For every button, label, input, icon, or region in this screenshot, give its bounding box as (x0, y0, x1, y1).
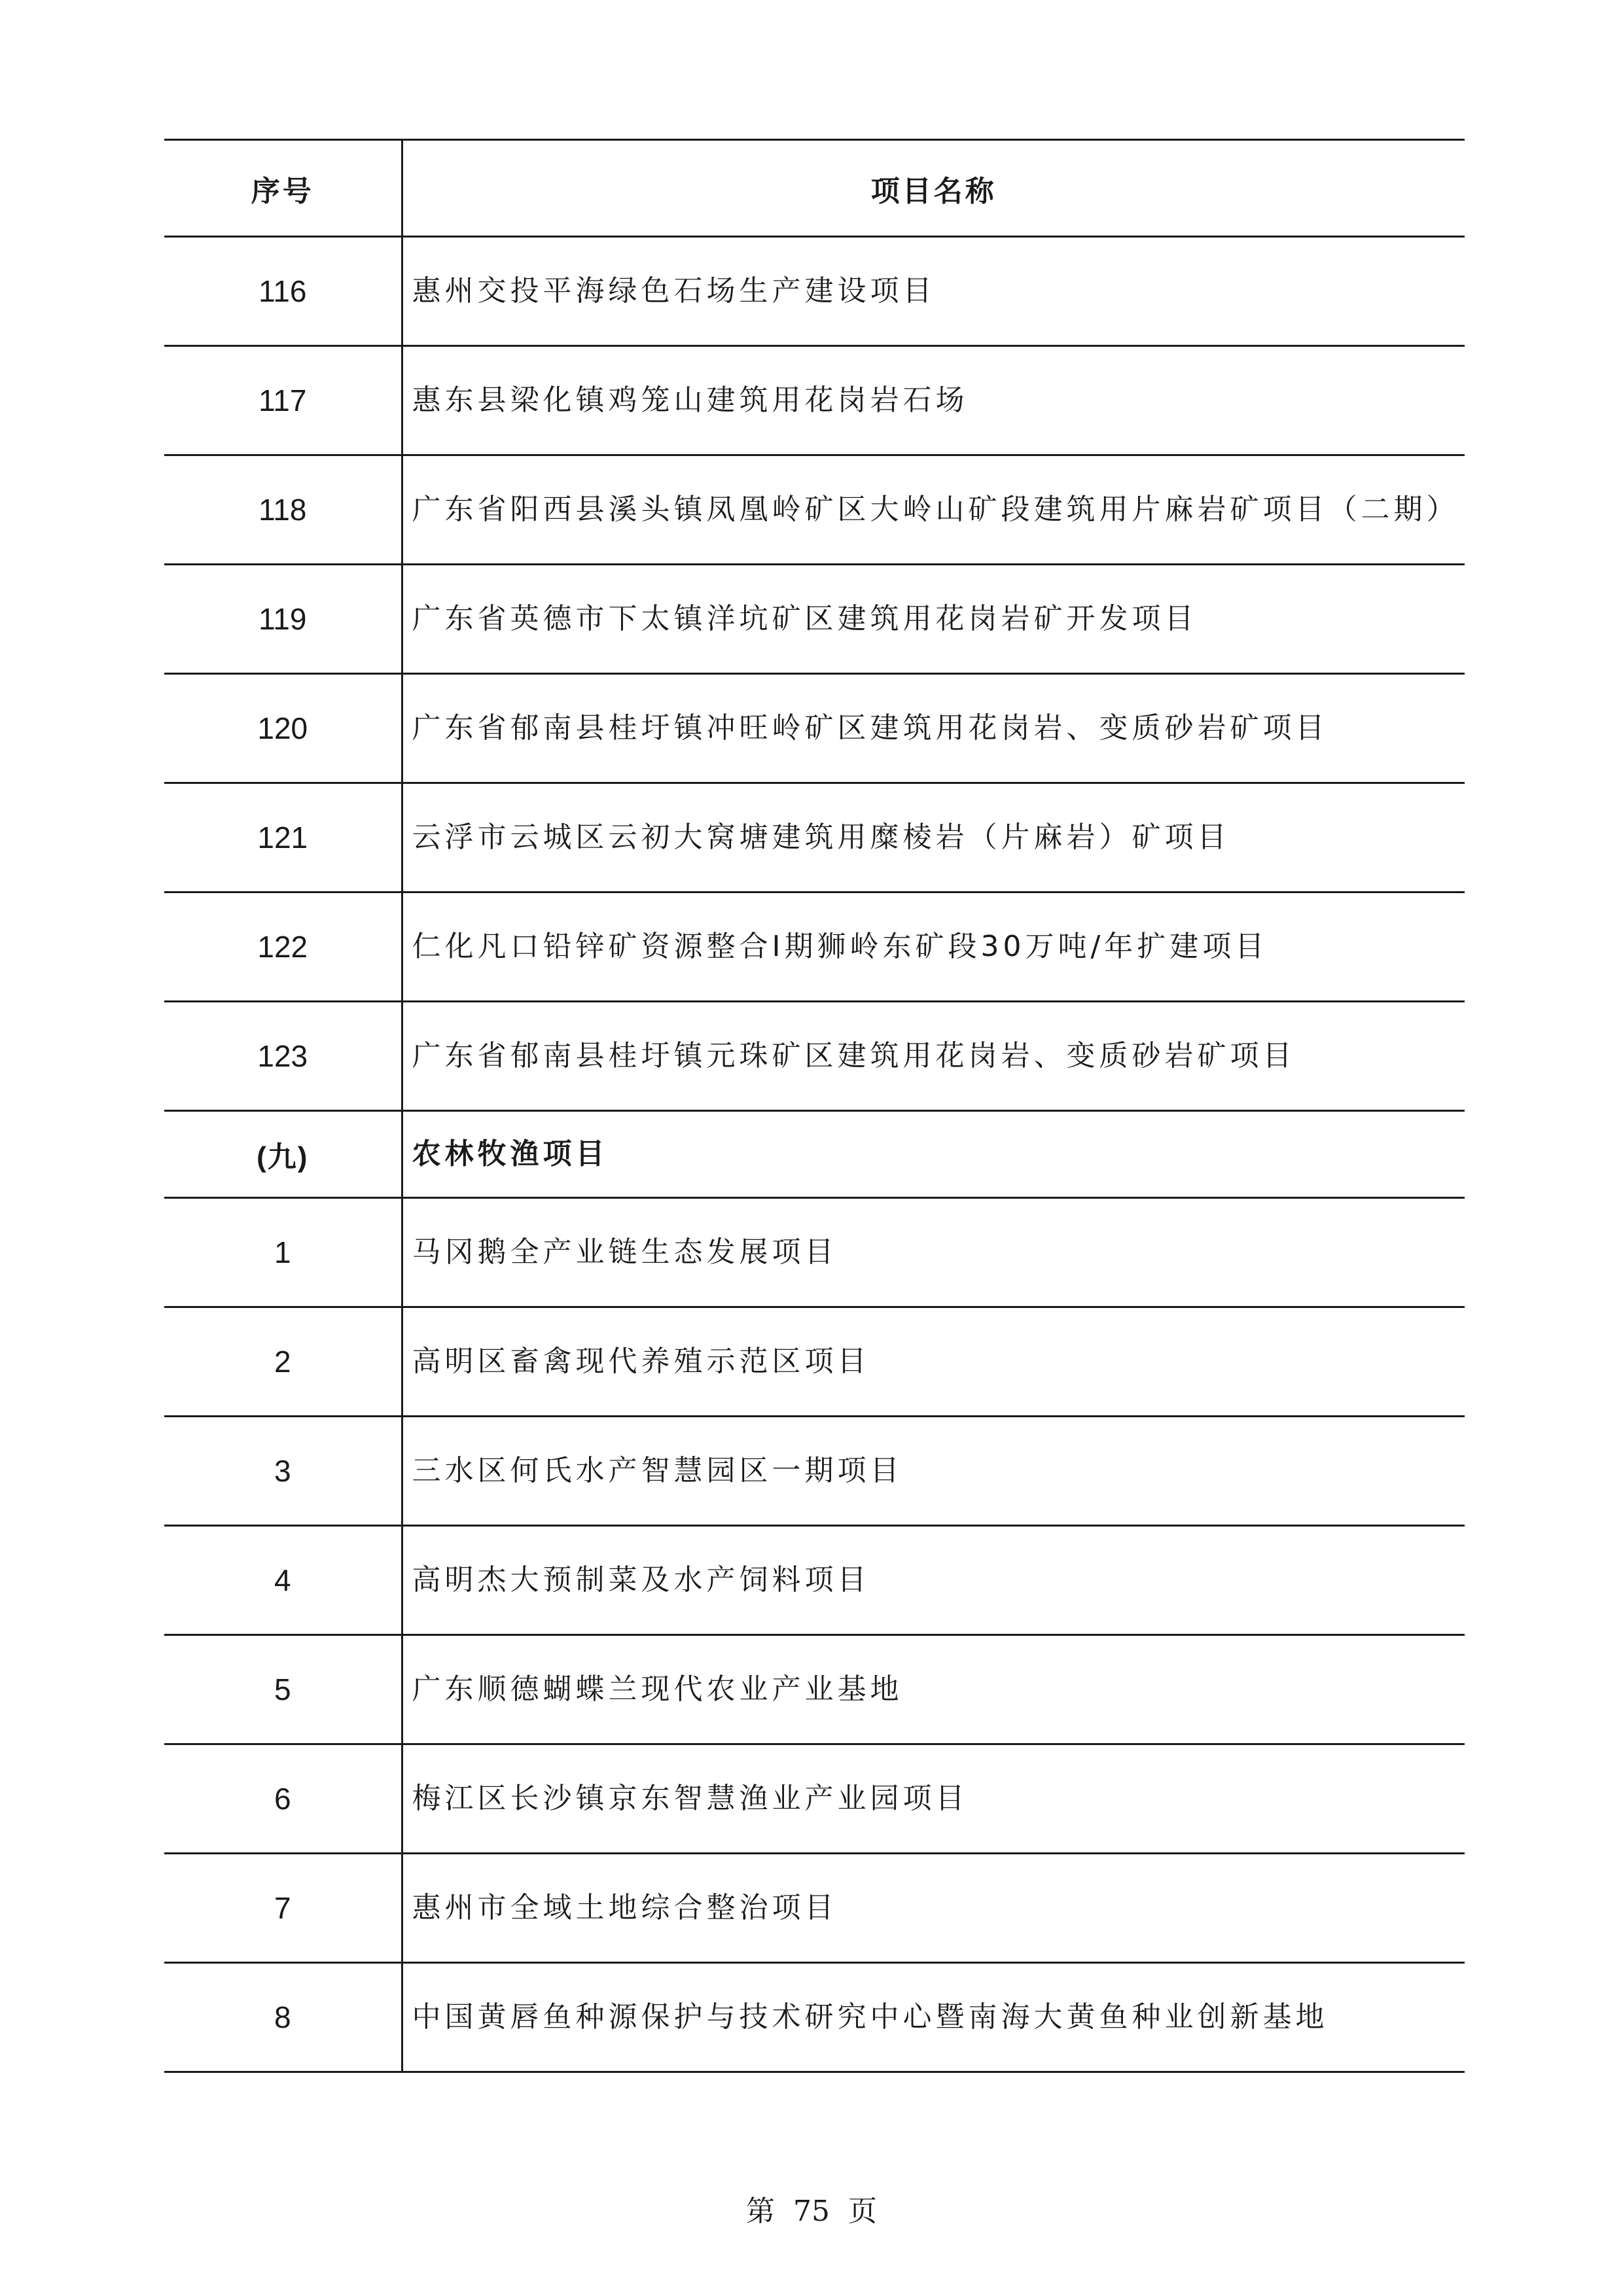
table-row (164, 1963, 1465, 2072)
serial-number-cell: 5 (164, 1635, 402, 1744)
table-row (164, 674, 1465, 783)
serial-number-cell: 117 (164, 346, 402, 455)
serial-number-cell: 118 (164, 455, 402, 565)
section-title: 农林牧渔项目 (402, 1111, 1465, 1198)
section-row (164, 1111, 1465, 1198)
project-name-cell: 三水区何氏水产智慧园区一期项目 (402, 1417, 1465, 1526)
serial-number-cell: 120 (164, 674, 402, 783)
section-number: (九) (164, 1111, 402, 1198)
serial-number-cell: 1 (164, 1198, 402, 1307)
project-table-body (164, 237, 1465, 2072)
project-name-cell: 仁化凡口铅锌矿资源整合I期狮岭东矿段30万吨/年扩建项目 (402, 892, 1465, 1002)
table-row (164, 455, 1465, 565)
table-row (164, 346, 1465, 455)
header-serial-number: 序号 (164, 140, 402, 237)
table-row (164, 783, 1465, 892)
serial-number-cell: 6 (164, 1744, 402, 1854)
table-row (164, 565, 1465, 674)
project-name-cell: 马冈鹅全产业链生态发展项目 (402, 1198, 1465, 1307)
serial-number-cell: 3 (164, 1417, 402, 1526)
page-number: 75 (793, 2195, 830, 2228)
project-name-cell: 高明杰大预制菜及水产饲料项目 (402, 1526, 1465, 1635)
serial-number-cell: 122 (164, 892, 402, 1002)
serial-number-cell: 8 (164, 1963, 402, 2072)
serial-number-cell: 4 (164, 1526, 402, 1635)
table-row (164, 1417, 1465, 1526)
project-name-cell: 惠州市全域土地综合整治项目 (402, 1854, 1465, 1963)
header-project-name: 项目名称 (402, 140, 1465, 237)
footer-prefix: 第 (746, 2195, 775, 2228)
serial-number-cell: 121 (164, 783, 402, 892)
project-table (164, 139, 1465, 2073)
project-name-cell: 惠东县梁化镇鸡笼山建筑用花岗岩石场 (402, 346, 1465, 455)
table-row (164, 1744, 1465, 1854)
project-name-cell: 广东省英德市下太镇洋坑矿区建筑用花岗岩矿开发项目 (402, 565, 1465, 674)
project-name-cell: 高明区畜禽现代养殖示范区项目 (402, 1307, 1465, 1417)
project-name-cell: 广东省郁南县桂圩镇元珠矿区建筑用花岗岩、变质砂岩矿项目 (402, 1002, 1465, 1111)
project-name-cell: 广东省阳西县溪头镇凤凰岭矿区大岭山矿段建筑用片麻岩矿项目（二期） (402, 455, 1465, 565)
table-row (164, 1854, 1465, 1963)
table-row (164, 1198, 1465, 1307)
table-header-row (164, 140, 1465, 237)
table-row (164, 892, 1465, 1002)
project-name-cell: 中国黄唇鱼种源保护与技术研究中心暨南海大黄鱼种业创新基地 (402, 1963, 1465, 2072)
table-row (164, 1307, 1465, 1417)
serial-number-cell: 7 (164, 1854, 402, 1963)
table-row (164, 1635, 1465, 1744)
page-footer (0, 2187, 1623, 2229)
project-name-cell: 广东顺德蝴蝶兰现代农业产业基地 (402, 1635, 1465, 1744)
footer-suffix: 页 (848, 2195, 877, 2228)
serial-number-cell: 2 (164, 1307, 402, 1417)
project-name-cell: 广东省郁南县桂圩镇冲旺岭矿区建筑用花岗岩、变质砂岩矿项目 (402, 674, 1465, 783)
serial-number-cell: 123 (164, 1002, 402, 1111)
serial-number-cell: 116 (164, 237, 402, 346)
project-name-cell: 云浮市云城区云初大窝塘建筑用糜棱岩（片麻岩）矿项目 (402, 783, 1465, 892)
project-name-cell: 梅江区长沙镇京东智慧渔业产业园项目 (402, 1744, 1465, 1854)
table-row (164, 1526, 1465, 1635)
serial-number-cell: 119 (164, 565, 402, 674)
project-name-cell: 惠州交投平海绿色石场生产建设项目 (402, 237, 1465, 346)
table-row (164, 1002, 1465, 1111)
table-row (164, 237, 1465, 346)
